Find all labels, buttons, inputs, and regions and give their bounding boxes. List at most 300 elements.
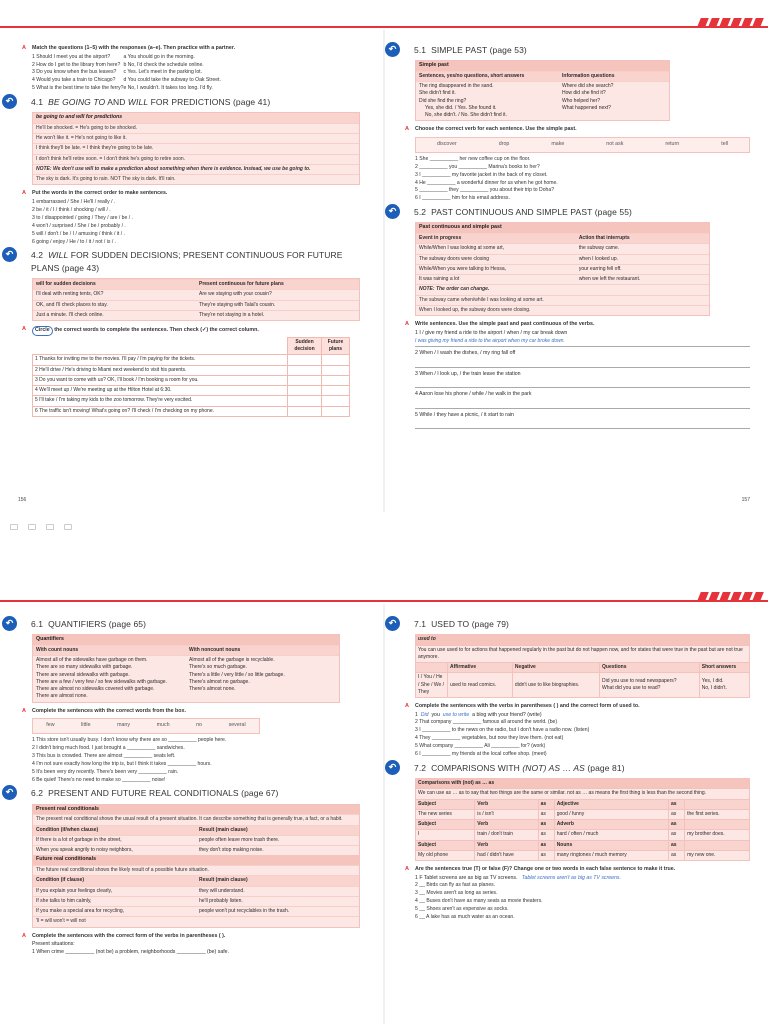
table-cell: 5 I'll take / I'm taking my kids to the zoo tomorrow. They're very excited. [33,396,288,406]
table-cell: as [669,850,685,860]
title-part: PAST CONTINUOUS AND SIMPLE PAST (page 55) [431,207,632,218]
grammar-row: You can use used to for actions that happened regularly in the past but do not happen now, and for states that were true in the past but are not true anymore. [416,645,750,663]
grammar-line: Who helped her? [562,97,601,104]
grammar-line: Did you use to read newspapers? [602,677,677,684]
exercise-word-order [22,190,360,246]
list-item: 4 Aaron lose his phone / while / he walk in the park [415,391,532,398]
exercise-conditionals [22,933,360,957]
grammar-line: Where did she search? [562,83,614,90]
grammar-table [415,778,750,861]
title-part: (NOT) AS … AS [522,762,585,773]
check-cell[interactable] [288,365,322,375]
toolbar-icon[interactable] [10,524,18,530]
back-arrow-icon[interactable]: ↶ [385,760,400,775]
grammar-col-heading: Present continuous for future plans [196,279,359,289]
word-box-item: discover [437,141,457,148]
table-cell: is / isn't [475,809,538,819]
list-item: 1 This store isn't usually busy. I don't know why there are so __________ people here. [32,737,227,744]
grammar-col-heading: will for sudden decisions [33,279,196,289]
exercise-marker: A [405,703,409,710]
grammar-line: There's a little / very little / so little garbage. [189,671,285,678]
answer-line[interactable]: I was giving my friend a ride to the airport when my car broke down. [415,338,750,347]
header-bar [0,600,768,602]
grammar-cell: he'll probably listen. [196,896,359,906]
grammar-row: We can use as … as to say that two things are the same or similar. not as … as means the first thing is less than the second thing. [416,789,750,799]
check-cell[interactable] [288,355,322,365]
title-part: FOR SUDDEN DECISIONS; PRESENT CONTINUOUS FOR FUTURE PLANS (page 43) [31,250,343,273]
grammar-line: She didn't find it. [419,90,456,97]
grammar-line: There are so many sidewalks with garbage. [36,664,133,671]
instruction-text: the correct words to complete the sentences. Then check (✓) the correct column. [52,327,259,334]
table-row [33,396,350,406]
grammar-row: He won't like it. = He's not going to like it. [33,133,359,143]
header-stripes [699,592,762,601]
exercise-true-false [405,866,750,922]
grammar-cell: people won't put recyclables in the trash. [196,906,359,916]
list-item: 2 That company __________ famous all around the world. (be) [415,719,558,726]
grammar-col-heading: With noncount nouns [186,645,339,655]
table-cell: Verb [475,840,538,850]
table-cell: as [538,840,554,850]
title-part: SIMPLE PAST (page 53) [431,45,527,55]
list-item: 6 I __________ him for his email address. [415,195,510,202]
grammar-cell: people often leave more trash there. [196,835,359,845]
list-item: 5 It's been very dry recently. There's been very __________ rain. [32,768,179,775]
grammar-line: There's almost no garbage. [189,678,250,685]
viewer-gap [0,512,768,590]
grammar-line: No, she didn't. / No. She didn't find it. [425,112,507,119]
list-item [415,875,750,883]
list-item: 4 I'm not sure exactly how long the trip is, but I think it takes __________ hours. [32,760,212,767]
section-7-1 [388,618,750,698]
list-item: c Yes. Let's meet in the parking lot. [123,69,203,76]
grammar-row: I don't think he'll retire soon. = I don't think he's going to retire soon. [33,154,359,164]
exercise-instruction: Write sentences. Use the simple past and past continuous of the verbs. [415,321,595,328]
grammar-line: What happened next? [562,104,611,111]
exercise-marker: A [22,190,26,197]
list-item: 3 Do you know when the bus leaves? [32,69,117,76]
list-item: 2 __ Birds can fly as fast as planes. [415,882,496,889]
check-cell[interactable] [322,396,350,406]
grammar-cell: they will understand. [196,886,359,896]
table-cell: Nouns [554,840,668,850]
page-gutter [383,30,385,512]
grammar-line: Yes, I did. [701,677,724,684]
header-stripes [699,18,762,27]
list-item: 4 won't / surprised / She / be / probably / . [32,222,126,229]
page-157 [388,42,750,432]
handwritten-answer[interactable]: use to write [442,711,470,718]
grammar-col-heading: Result (main clause) [196,825,359,835]
table-cell: as [669,809,685,819]
list-item: 3 I __________ my favorite jacket in the back of my closet. [415,171,548,178]
grammar-box-heading: Quantifiers [33,635,339,645]
section-number: 4.2 [31,250,44,261]
check-cell[interactable] [288,406,322,416]
exercise-instruction: Complete the sentences with the correct form of the verbs in parentheses ( ). [32,932,226,939]
grammar-line: There's almost none. [189,686,236,693]
list-item: 2 How do I get to the library from here? [32,61,121,68]
grammar-line: Almost all of the sidewalks have garbage on them. [36,657,148,664]
grammar-note: NOTE: The order can change. [416,284,709,294]
grammar-row: The present real conditional shows the usual result of a present situation. It can describe something that is generally true, a fact, or a habit. [33,814,359,824]
word-box-item: no [196,722,203,729]
item-text: 1 F Tablet screens are as big as TV screens. [415,874,518,881]
list-item: 4 He __________ a wonderful dinner for us when he got home. [415,179,558,186]
page-gutter [383,604,385,1024]
title-part: (page 81) [584,762,625,773]
grammar-line: Yes, she did. / Yes. She found it. [425,104,497,111]
check-cell[interactable] [288,396,322,406]
check-cell[interactable] [322,375,350,385]
grammar-line: No, I didn't. [701,685,727,692]
table-cell: as [538,830,554,840]
toolbar-icon[interactable] [28,524,36,530]
grammar-cell: While/When I was looking at some art, [416,243,576,253]
grammar-col-heading: Information questions [559,71,669,81]
grammar-row: The future real conditional shows the likely result of a possible future situation. [33,865,359,875]
section-title [405,206,750,218]
grammar-line: Did she find the ring? [419,97,467,104]
toolbar-icon[interactable] [46,524,54,530]
section-title [22,787,360,799]
section-number: 6.1 [31,619,44,629]
section-title [405,762,750,774]
grammar-box-heading: Comparisons with (not) as … as [416,779,750,789]
list-item: e No, I wouldn't. It takes too long. I'd fly. [123,85,213,92]
back-arrow-icon[interactable]: ↶ [385,42,400,57]
exercise-marker: A [405,321,409,328]
grammar-col-heading: Condition (if clause) [33,875,196,885]
grammar-row: He'll be shocked. = He's going to be shocked. [33,123,359,133]
list-item: 1 Did you use to write a blog with your friend? (write) [415,711,542,718]
grammar-cell: when we left the restaurant. [576,274,709,284]
table-cell: my new one. [685,850,750,860]
word-box [415,137,750,153]
table-cell [600,673,700,698]
exercise-instruction: Match the questions (1–5) with the responses (a–e). Then practice with a partner. [32,45,236,51]
grammar-cell [416,81,559,120]
word-box-item: drop [498,141,510,148]
table-cell: train / don't train [475,830,538,840]
list-item: 5 __ Shoes aren't as expensive as socks. [415,905,509,912]
grammar-line: The ring disappeared in the sand. [419,83,494,90]
grammar-note: NOTE: We don't use will to make a prediction about something when there is evidence. Instead, we use be going to. [33,164,359,174]
grammar-line: There are almost no sidewalks covered with garbage. [36,686,155,693]
word-box-item: return [665,141,680,148]
grammar-cell: your earring fell off. [576,264,709,274]
word-box-item: make [551,141,565,148]
list-item: b No, I'd check the schedule online. [123,61,204,68]
grammar-line: There are almost none. [36,693,88,700]
list-item: 4 __ Buses don't have as many seats as movie theaters. [415,898,543,905]
table-row [33,386,350,396]
table-cell: 6 The traffic isn't moving! What's going on? I'll check / I'm checking on my phone. [33,406,288,416]
grammar-col-heading: Condition (if/when clause) [33,825,196,835]
answer-line[interactable] [415,400,750,409]
exercise-used-to [405,703,750,759]
title-part: WILL [48,250,69,261]
word-box-item: several [228,722,246,729]
list-item: 2 I didn't bring much food. I just brought a __________ sandwiches. [32,744,185,751]
list-item: 1 When crime __________ (not be) a problem, neighborhoods __________ (be) safe. [32,948,229,955]
table-cell [685,840,750,850]
page-number: 157 [741,496,750,503]
page-left [5,616,360,959]
table-cell: 2 He'll drive / He's driving to Miami next weekend to visit his parents. [33,365,288,375]
section-title [405,618,750,630]
check-cell[interactable] [288,386,322,396]
word-box [32,718,260,734]
table-cell: I / You / He / She / We / They [416,673,448,698]
table-cell: didn't use to like biographies. [512,673,599,698]
exercise-match [22,45,360,93]
exercise-marker: A [405,866,409,873]
table-cell: Adjective [554,799,668,809]
grammar-cell: Just a minute. I'll check online. [33,310,196,320]
back-arrow-icon[interactable]: ↶ [385,204,400,219]
exercise-items [405,156,750,203]
title-part: WILL [127,97,149,108]
list-item: 2 be / it / I / think / shocking / will / . [32,207,111,214]
table-cell: as [669,830,685,840]
grammar-line: There are several sidewalks with garbage. [36,671,130,678]
word-box-item: much [156,722,170,729]
exercise-subheading: Present situations: [32,941,75,948]
list-item: 3 This bus is crowded. There are almost __________ seats left. [32,752,176,759]
grammar-cell: It was raining a lot [416,274,576,284]
section-7-2 [388,761,750,861]
grammar-cell: I'll deal with renting tents, OK? [33,289,196,299]
table-cell: I [416,830,475,840]
title-part: USED TO (page 79) [431,619,509,629]
grammar-cell: Are we staying with your cousin? [196,289,359,299]
page-156 [5,42,360,420]
table-cell: hard / often / much [554,830,668,840]
column-header [416,663,448,673]
answer-line[interactable] [415,359,750,368]
section-5-2 [388,206,750,316]
table-cell: Verb [475,799,538,809]
section-number: 7.1 [414,619,427,629]
table-row [33,406,350,416]
table-cell: good / funny [554,809,668,819]
grammar-cell: When you speak angrily to noisy neighbors, [33,845,196,855]
section-6-2 [5,787,360,927]
exercise-instruction: Put the words in the correct order to make sentences. [32,190,168,197]
word-box-item: little [81,722,91,729]
back-arrow-icon[interactable]: ↶ [385,616,400,631]
column-header: Short answers [699,663,749,673]
exercise-simple-past [405,126,750,134]
grammar-cell [559,81,669,120]
grammar-cell: The subway doors were closing [416,254,576,264]
table-cell: Subject [416,820,475,830]
table-cell: Verb [475,820,538,830]
grammar-cell: If you make a special area for recycling, [33,906,196,916]
grammar-cell [186,655,339,702]
title-part: QUANTIFIERS (page 65) [48,619,147,629]
section-number: 5.1 [414,45,427,55]
check-cell[interactable] [288,375,322,385]
check-cell[interactable] [322,406,350,416]
table-cell: as [538,799,554,809]
section-number: 6.2 [31,788,44,799]
viewer-toolbar [10,524,72,530]
exercise-write [405,321,750,429]
exercise-instruction [32,326,360,336]
grammar-line: Almost all of the garbage is recyclable. [189,657,275,664]
check-cell[interactable] [322,365,350,375]
table-cell: as [538,809,554,819]
section-title [22,618,360,630]
table-cell: Adverb [554,820,668,830]
grammar-box [415,222,710,316]
list-item: 1 I / give my friend a ride to the airport / when / my car break down [415,329,568,336]
grammar-row: The sky is dark. It's going to rain. NOT The sky is dark. It'll rain. [33,174,359,184]
grammar-col-heading: Result (main clause) [196,875,359,885]
table-cell: as [669,799,685,809]
list-item: 5 will / don't / be / I / amusing / think / it / . [32,230,125,237]
title-part: BE GOING TO [48,97,106,108]
table-cell: Subject [416,799,475,809]
page-right [388,616,750,925]
exercise-instruction: Choose the correct verb for each sentence. Use the simple past. [415,126,577,133]
list-item: 1 She __________ her new coffee cup on the floor. [415,155,531,162]
grammar-line: There's so much garbage. [189,664,247,671]
column-header: Negative [512,663,599,673]
column-header: Questions [600,663,700,673]
list-item: 6 Be quiet! There's no need to make so __________ noise! [32,776,166,783]
table-cell: 1 Thanks for inviting me to the movies. I'll pay / I'm paying for the tickets. [33,355,288,365]
table-row [33,355,350,365]
table-cell: as [669,820,685,830]
table-cell: the first series. [685,809,750,819]
check-table [32,337,350,417]
section-4-2 [5,249,360,321]
exercise-circle [22,326,360,417]
grammar-cell: They're not staying in a hotel. [196,310,359,320]
back-arrow-icon[interactable]: ↶ [2,94,17,109]
exercise-instruction: Complete the sentences with the verbs in parentheses ( ) and the correct form of used to. [415,703,640,710]
grammar-col-heading: With count nouns [33,645,186,655]
list-item: 3 When / I look up, / the train leave the station [415,370,521,377]
table-cell [685,799,750,809]
exercise-items [22,737,360,784]
table-cell: had / didn't have [475,850,538,860]
handwritten-answer[interactable]: Tablet screens aren't as big as TV screens. [521,874,621,881]
table-cell: Subject [416,840,475,850]
grammar-box-heading: Present real conditionals [33,805,359,815]
table-row [416,820,750,830]
grammar-box [415,60,670,121]
handwritten-answer[interactable]: Did [420,711,429,718]
grammar-col-heading: Event in progress [416,233,576,243]
table-cell: my brother does. [685,830,750,840]
word-box-item: not ask [606,141,624,148]
answer-line[interactable] [415,379,750,388]
grammar-box-heading: Future real conditionals [33,855,359,865]
table-row [416,799,750,809]
exercise-instruction: Are the sentences true (T) or false (F)? Change one or two words in each false sentence to make it true. [415,866,676,873]
grammar-cell [33,655,186,702]
table-cell: 4 We'll meet up / We're meeting up at the Hilton Hotel at 6:30. [33,386,288,396]
answer-line[interactable] [415,420,750,429]
list-item: a You should go in the morning. [123,53,195,60]
grammar-cell: OK, and I'll check places to stay. [33,300,196,310]
grammar-row: When I looked up, the subway doors were closing. [416,305,709,315]
grammar-cell: they don't stop making noise. [196,845,359,855]
list-item: 1 embarrassed / She / He'll / really / . [32,199,116,206]
table-cell [699,673,749,698]
table-cell: My old phone [416,850,475,860]
grammar-line: There are a few / very few / so few sidewalks with garbage. [36,678,167,685]
table-cell: many ringtones / much memory [554,850,668,860]
grammar-cell: If you explain your feelings clearly, [33,886,196,896]
grammar-box [32,634,340,702]
section-6-1 [5,618,360,703]
exercise-quantifiers [22,708,360,716]
exercise-marker: A [22,326,26,333]
exercise-marker: A [22,45,26,51]
table-cell: used to read comics. [448,673,513,698]
list-item: 4 Would you take a train to Chicago? [32,77,116,84]
list-item: 1 Should I meet you at the airport? [32,53,111,60]
table-cell: as [669,840,685,850]
grammar-row: I think they'll be late. = I think they're going to be late. [33,143,359,153]
back-arrow-icon[interactable]: ↶ [2,616,17,631]
grammar-col-heading: Sentences, yes/no questions, short answers [416,71,559,81]
exercise-marker: A [22,707,26,714]
table-cell: The new series [416,809,475,819]
grammar-cell: They're staying with Talal's cousin. [196,300,359,310]
back-arrow-icon[interactable]: ↶ [2,247,17,262]
section-title [22,96,360,108]
title-part: PRESENT AND FUTURE REAL CONDITIONALS (page 67) [48,788,279,799]
list-item: 6 going / enjoy / He / to / it / not / is / . [32,238,117,245]
grammar-line: How did she find it? [562,90,606,97]
table-row [416,850,750,860]
table-row [33,365,350,375]
table-cell: as [538,850,554,860]
toolbar-icon[interactable] [64,524,72,530]
grammar-row: 'll = will won't = will not [33,916,359,926]
check-cell[interactable] [322,355,350,365]
bottom-spread [0,590,768,1024]
check-cell[interactable] [322,386,350,396]
section-number: 7.2 [414,762,427,773]
question-list [32,54,123,93]
page-number: 156 [18,496,27,503]
section-title [405,44,750,56]
list-item: 2 __________ you __________ Marina's books to her? [415,163,540,170]
list-item: d You could take the subway to Oak Street. [123,77,221,84]
circle-word: Circle [32,326,53,336]
title-part: AND [105,97,128,108]
grammar-box-heading: be going to and will for predictions [33,113,359,123]
grammar-box-heading: Past continuous and simple past [416,223,709,233]
word-box-item: few [46,722,55,729]
list-item: 4 They __________ vegetables, but now they love them. (not eat) [415,735,564,742]
word-box-item: tell [721,141,728,148]
list-item: 2 When / I wash the dishes, / my ring fall off [415,350,516,357]
table-row [416,840,750,850]
list-item: 3 to / disappointed / going / They / are / be / . [32,214,133,221]
column-header: Future plans [322,337,350,355]
table-row [33,375,350,385]
grammar-cell: when I looked up. [576,254,709,264]
back-arrow-icon[interactable]: ↶ [2,785,17,800]
